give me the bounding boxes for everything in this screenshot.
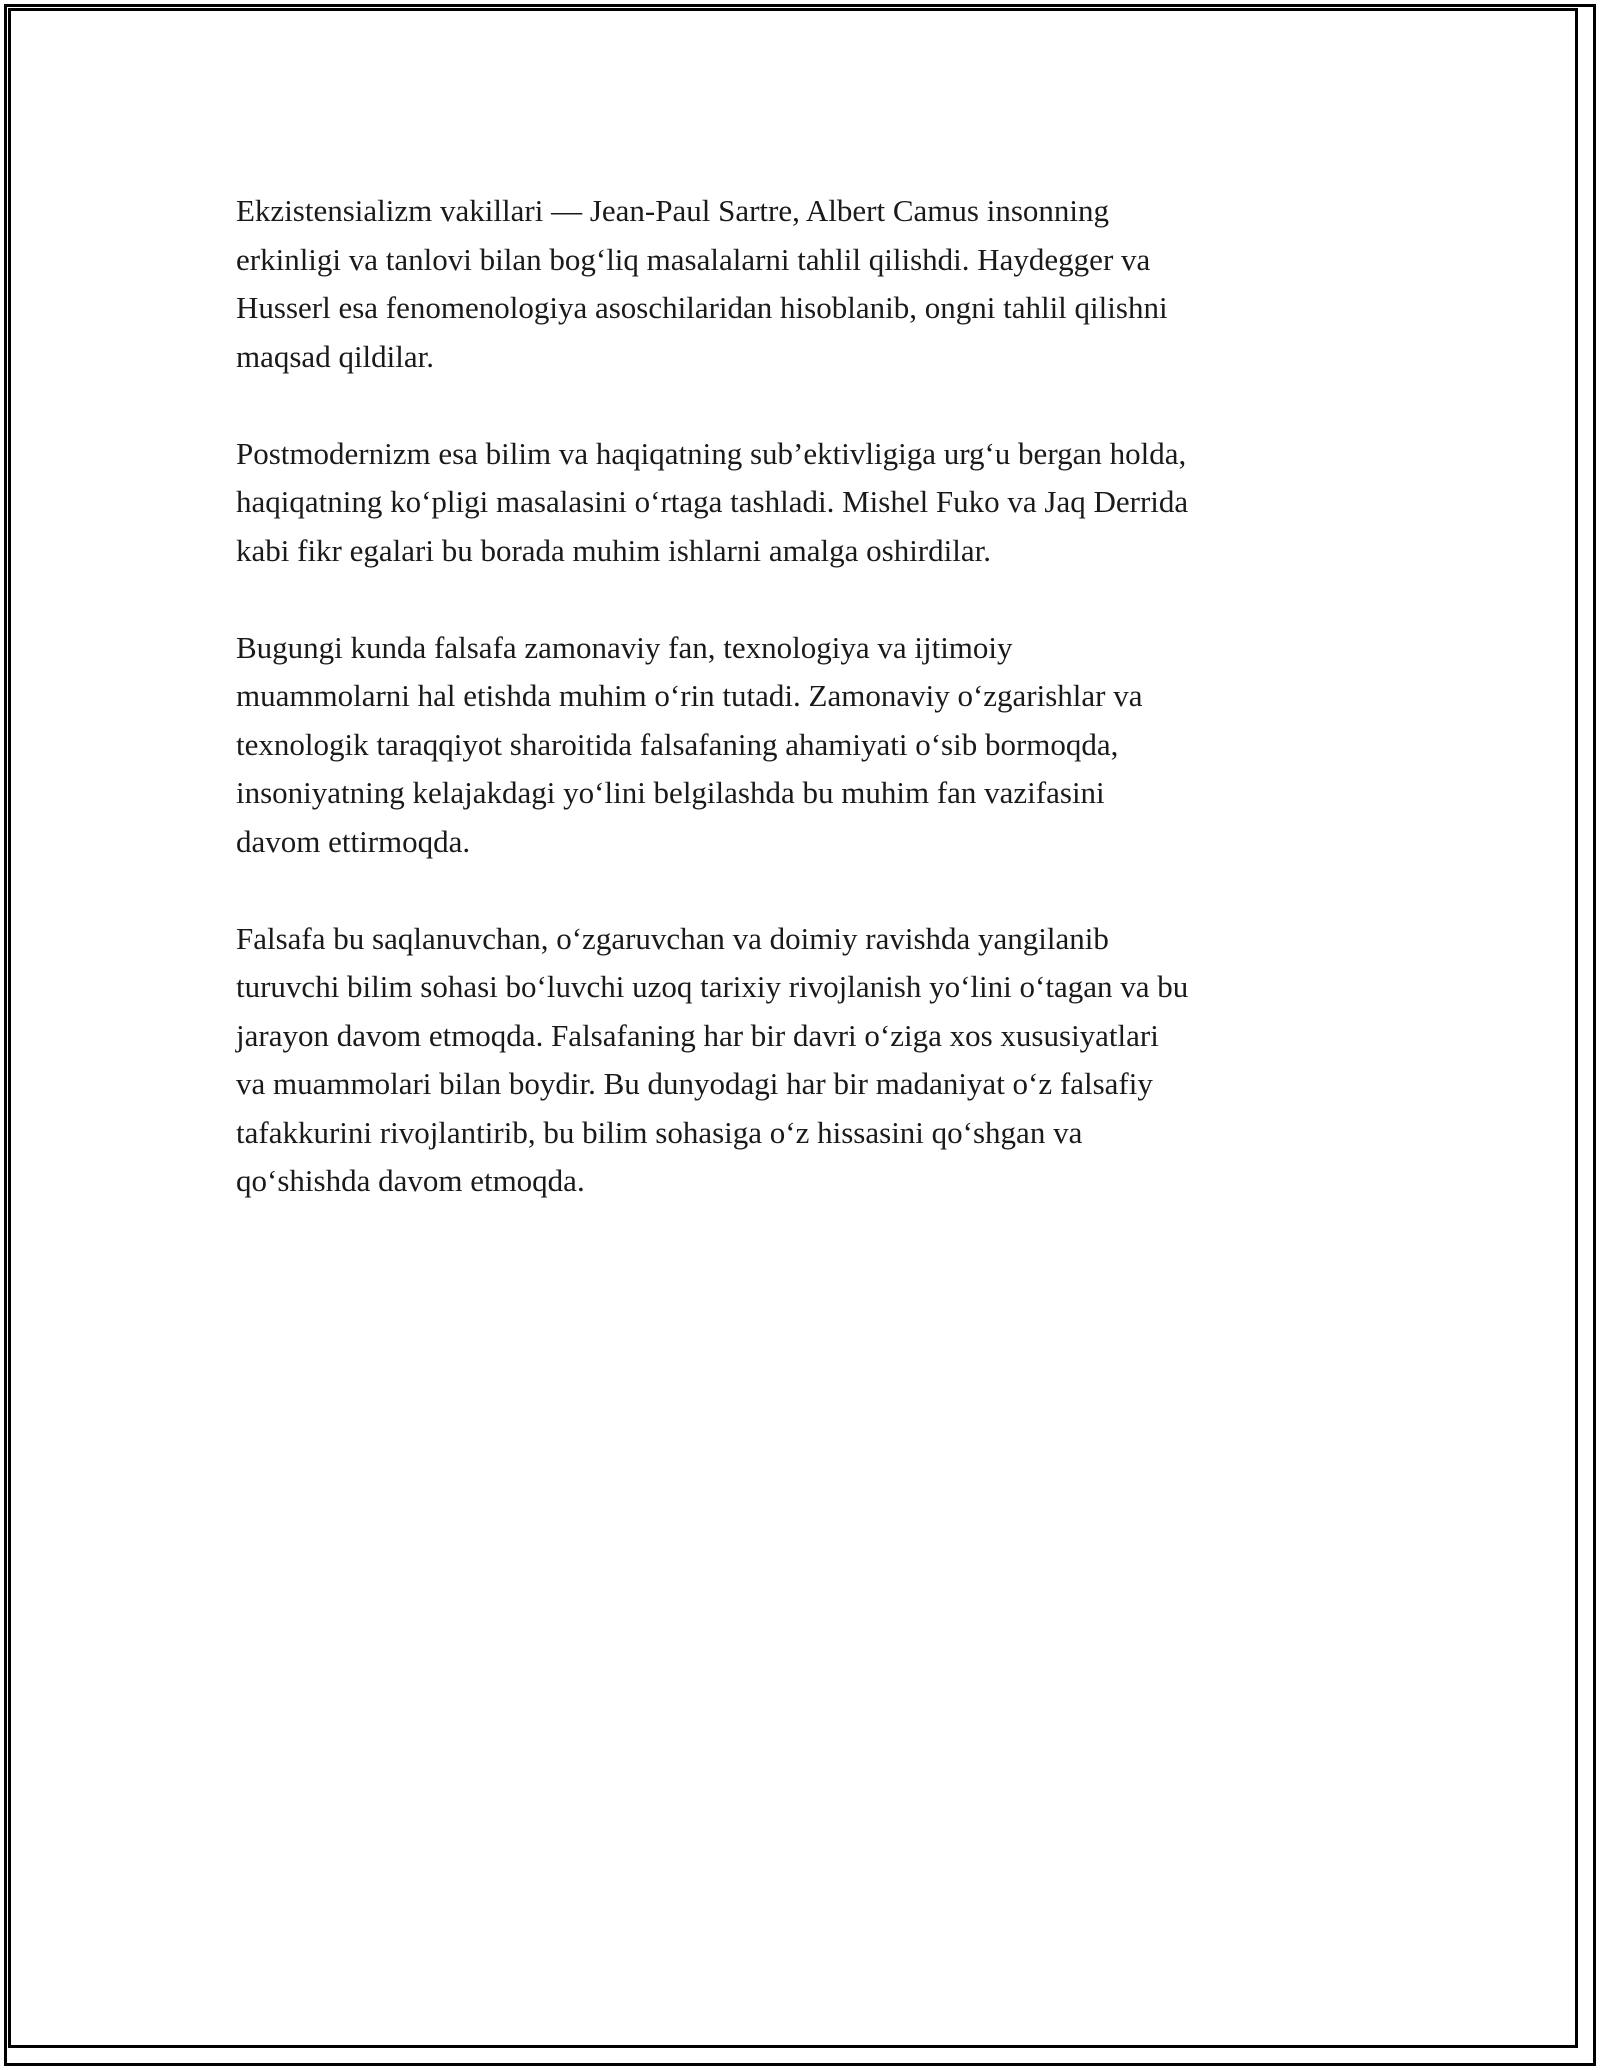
paragraph-postmodernism: Postmodernizm esa bilim va haqiqatning sub’ektivligiga urg‘u bergan holda, haqiqatning ko‘pligi masalasini o‘rtaga tashladi. Mishel Fuko va Jaq Derrida kabi fikr egalari bu borada muhim ishlarni amalga oshirdilar.: [236, 435, 1189, 568]
paragraph-philosophy-today: Bugungi kunda falsafa zamonaviy fan, texnologiya va ijtimoiy muammolarni hal etishda muhim o‘rin tutadi. Zamonaviy o‘zgarishlar va texnologik taraqqiyot sharoitida falsafaning ahamiyati o‘sib bormoqda, insoniyatning kelajakdagi yo‘lini belgilashda bu muhim fan vazifasini davom ettirmoqda.: [236, 629, 1143, 859]
page-body: [236, 187, 1376, 1254]
paragraph-philosophy-conclusion: Falsafa bu saqlanuvchan, o‘zgaruvchan va doimiy ravishda yangilanib turuvchi bilim sohasi bo‘luvchi uzoq tarixiy rivojlanish yo‘lini o‘tagan va bu jarayon davom etmoqda. Falsafaning har bir davri o‘ziga xos xususiyatlari va muammolari bilan boydir. Bu dunyodagi har bir madaniyat o‘z falsafiy tafakkurini rivojlantirib, bu bilim sohasiga o‘z hissasini qo‘shgan va qo‘shishda davom etmoqda.: [236, 920, 1189, 1198]
paragraph-existentialism: Ekzistensializm vakillari — Jean-Paul Sartre, Albert Camus insonning erkinligi va tanlovi bilan bog‘liq masalalarni tahlil qilishdi. Haydegger va Husserl esa fenomenologiya asoschilaridan hisoblanib, ongni tahlil qilishni maqsad qildilar.: [236, 193, 1168, 374]
